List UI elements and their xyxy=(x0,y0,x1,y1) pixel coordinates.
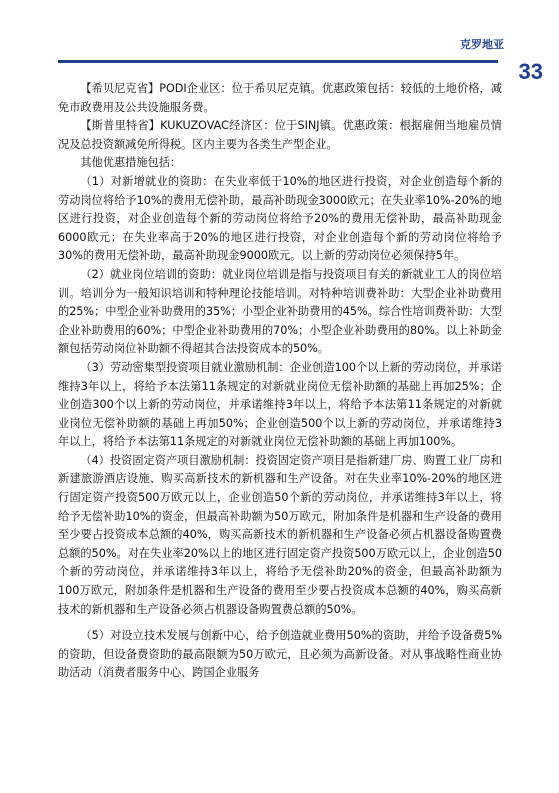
page-number: 33 xyxy=(518,59,543,84)
page-body xyxy=(58,80,502,683)
header-divider xyxy=(58,60,498,63)
paragraph-training-subsidy: （2）就业岗位培训的资助：就业岗位培训是指与投资项目有关的新就业工人的岗位培训。培训分为一般知识培训和特种理论技能培训。对特种培训费补助：大型企业补助费用的25%；中型企业补助费用的35%；小型企业补助费用的45%。综合性培训费补助：大型企业补助费用的60%；中型企业补助费用的70%；小型企业补助费用的80%。以上补助金额包括劳动岗位补助额不得超其合法投资成本的50%。 xyxy=(58,267,502,356)
paragraph-innovation-center: （5）对设立技术发展与创新中心，给予创造就业费用50%的资助，并给予设备费5%的资助，但设备费资助的最高限额为50万欧元，且必须为高新设备。对从事战略性商业协助活动（消费者服务中心、跨国企业服务 xyxy=(58,629,502,680)
paragraph-labor-intensive: （3）劳动密集型投资项目就业激励机制：企业创造100个以上新的劳动岗位，并承诺维持3年以上，将给予本法第11条规定的对新就业岗位无偿补助额的基础上再加25%；企业创造300个以上新的劳动岗位，并承诺维持3年以上，将给予本法第11条规定的对新就业岗位无偿补助额的基础上再加50%；企业创造500个以上新的劳动岗位，并承诺维持3年以上，将给予本法第11条规定的对新就业岗位无偿补助额的基础上再加100%。 xyxy=(58,360,502,449)
section-label: 克罗地亚 xyxy=(460,38,504,51)
paragraph-employment-subsidy: （1）对新增就业的资助：在失业率低于10%的地区进行投资，对企业创造每个新的劳动岗位将给予10%的费用无偿补助，最高补助现金3000欧元；在失业率10%-20%的地区进行投资，对企业创造每个新的劳动岗位将给予20%的费用无偿补助，最高补助现金6000欧元；在失业率高于20%的地区进行投资，对企业创造每个新的劳动岗位将给予30%的费用无偿补助，最高补助现金9000欧元。以上新的劳动岗位必须保持5年。 xyxy=(58,174,502,263)
paragraph-other-measures: 其他优惠措施包括： xyxy=(80,156,182,170)
paragraph-split: 【斯普里特省】KUKUZOVAC经济区：位于SINJ镇。优惠政策：根据雇佣当地雇员情况及总投资额减免所得税。区内主要为各类生产型企业。 xyxy=(58,119,502,151)
paragraph-sibenik: 【希贝尼克省】PODI企业区：位于希贝尼克镇。优惠政策包括：较低的土地价格，减免市政费用及公共设施服务费。 xyxy=(58,82,502,114)
paragraph-fixed-assets: （4）投资固定资产项目激励机制：投资固定资产项目是指新建厂房、购置工业厂房和新建旅游酒店设施、购买高新技术的新机器和生产设备。对在失业率10%-20%的地区进行固定资产投资500万欧元以上，企业创造50个新的劳动岗位，并承诺维持3年以上，将给予无偿补助10%的资金，但最高补助额为50万欧元，附加条件是机器和生产设备的费用至少要占投资成本总额的40%，购买高新技术的新机器和生产设备必须占机器设备购置费总额的50%。对在失业率20%以上的地区进行固定资产投资500万欧元以上，企业创造50个新的劳动岗位，并承诺维持3年以上，将给予无偿补助20%的资金，但最高补助额为100万欧元，附加条件是机器和生产设备的费用至少要占投资成本总额的40%，购买高新技术的新机器和生产设备必须占机器设备购置费总额的50%。 xyxy=(58,453,502,616)
